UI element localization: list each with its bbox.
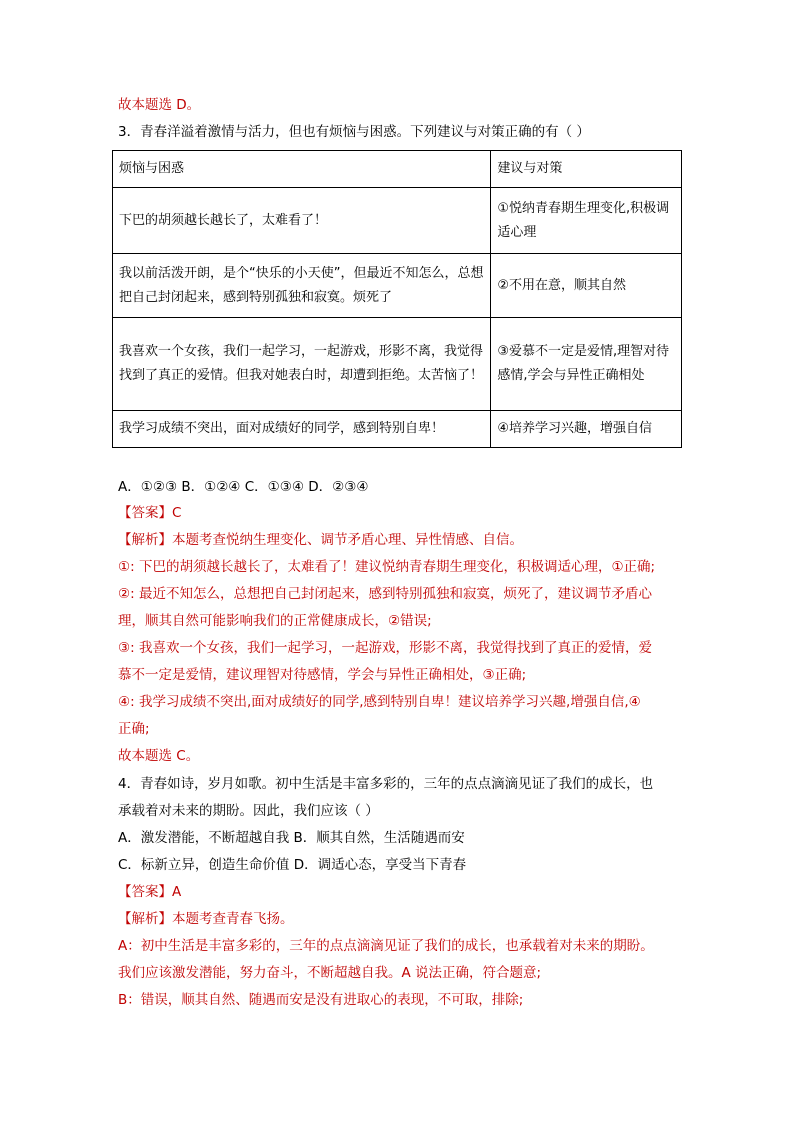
table-row [113,318,682,411]
question-4-stem: 承载着对未来的期盼。因此，我们应该（ ） [118,803,379,819]
answer-line: 【答案】A [118,884,182,900]
table-row [113,188,682,254]
options-line: A．①②③ B．①②④ C．①③④ D．②③④ [118,479,369,495]
options-line: A．激发潜能，不断超越自我 B．顺其自然，生活随遇而安 [118,830,465,846]
table-header-row [113,151,682,188]
table-header-cell: 烦恼与困惑 [113,151,491,188]
analysis-line: A：初中生活是丰富多彩的，三年的点点滴滴见证了我们的成长，也承载着对未来的期盼。 [118,938,654,954]
table-header-cell: 建议与对策 [491,151,682,188]
table-cell: 我喜欢一个女孩，我们一起学习，一起游戏，形影不离，我觉得找到了真正的爱情。但我对她表白时，却遭到拒绝。太苦恼了！ [113,318,491,411]
table-cell: ③爱慕不一定是爱情,理智对待感情,学会与异性正确相处 [491,318,682,411]
table-cell: ④培养学习兴趣，增强自信 [491,411,682,448]
options-line: C．标新立异，创造生命价值 D．调适心态，享受当下青春 [118,857,467,873]
analysis-line: 理，顺其自然可能影响我们的正常健康成长，②错误; [118,613,432,629]
conclusion-line: 故本题选 D。 [118,97,201,113]
question-3-stem: 3．青春洋溢着激情与活力，但也有烦恼与困惑。下列建议与对策正确的有（ ） [118,124,590,140]
table-cell: ①悦纳青春期生理变化,积极调适心理 [491,188,682,254]
analysis-line: ④: 我学习成绩不突出,面对成绩好的同学,感到特别自卑！建议培养学习兴趣,增强自信,④ [118,694,641,710]
table-cell: 我学习成绩不突出，面对成绩好的同学，感到特别自卑！ [113,411,491,448]
analysis-line: 正确; [118,721,150,737]
advice-table [112,150,682,448]
table-cell: 我以前活泼开朗，是个“快乐的小天使”，但最近不知怎么，总想把自己封闭起来，感到特别孤独和寂寞。烦死了 [113,254,491,318]
analysis-line: 【解析】本题考查青春飞扬。 [118,911,294,927]
analysis-line: 慕不一定是爱情，建议理智对待感情，学会与异性正确相处，③正确; [118,667,527,683]
analysis-line: 【解析】本题考查悦纳生理变化、调节矛盾心理、异性情感、自信。 [118,532,523,548]
table-row [113,254,682,318]
table-cell: 下巴的胡须越长越长了，太难看了！ [113,188,491,254]
analysis-line: 我们应该激发潜能，努力奋斗，不断超越自我。A 说法正确，符合题意; [118,965,542,981]
conclusion-line: 故本题选 C。 [118,748,200,764]
analysis-line: B：错误，顺其自然、随遇而安是没有进取心的表现，不可取，排除; [118,992,524,1008]
analysis-line: ③: 我喜欢一个女孩，我们一起学习，一起游戏，形影不离，我觉得找到了真正的爱情，爱 [118,640,652,656]
analysis-line: ①: 下巴的胡须越长越长了，太难看了！建议悦纳青春期生理变化，积极调适心理，①正确; [118,559,656,575]
question-4-stem: 4．青春如诗，岁月如歌。初中生活是丰富多彩的，三年的点点滴滴见证了我们的成长，也 [118,776,654,792]
table-cell: ②不用在意，顺其自然 [491,254,682,318]
answer-line: 【答案】C [118,505,182,521]
table-row [113,411,682,448]
analysis-line: ②: 最近不知怎么，总想把自己封闭起来，感到特别孤独和寂寞，烦死了，建议调节矛盾心 [118,586,652,602]
